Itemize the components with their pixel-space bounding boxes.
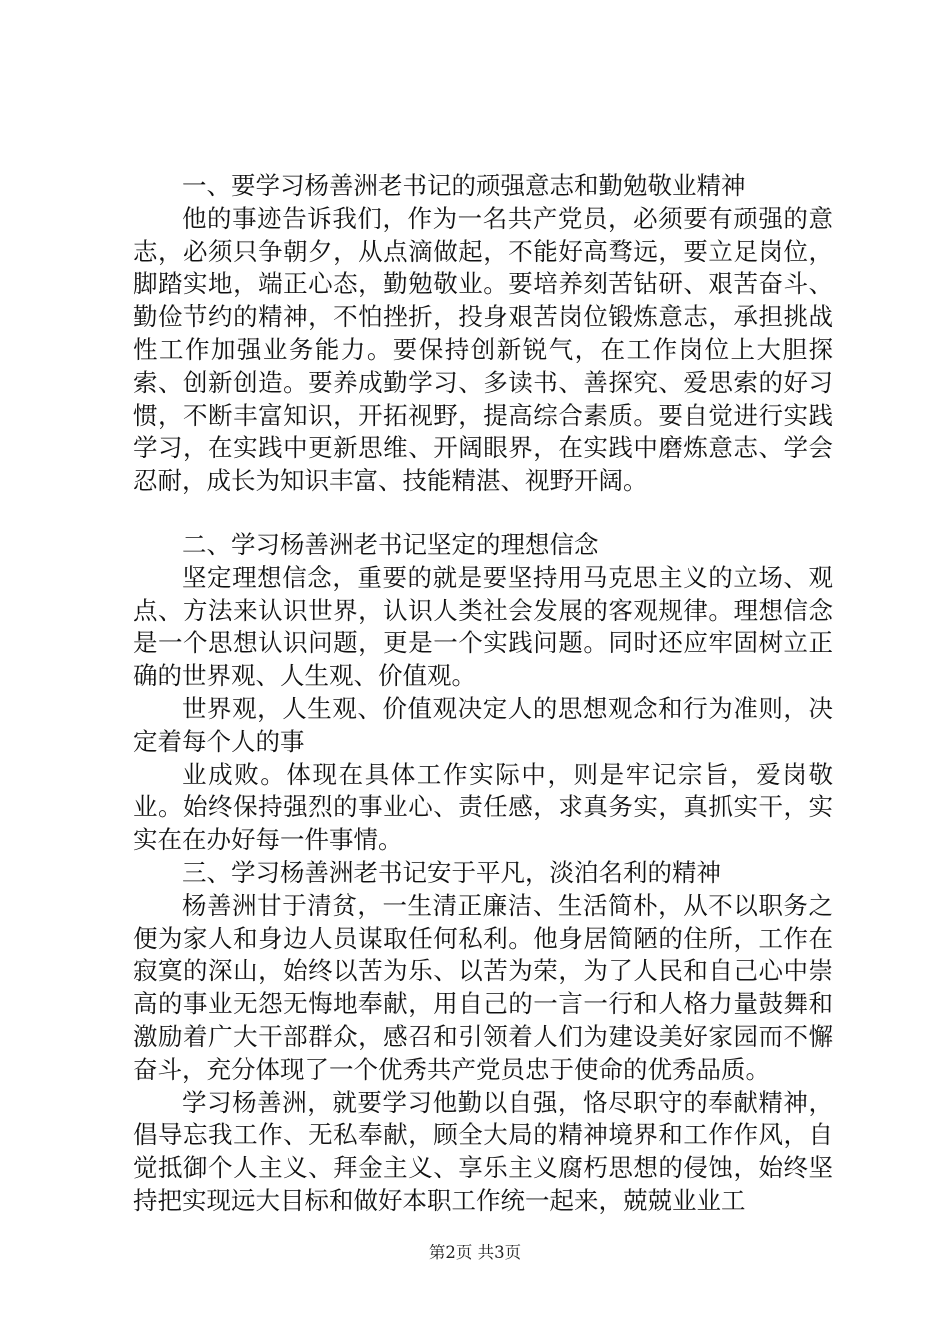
section-heading-2: 二、学习杨善洲老书记坚定的理想信念	[182, 529, 599, 559]
body-paragraph-5: 杨善洲甘于清贫，一生清正廉洁、生活简朴，从不以职务之便为家人和身边人员谋取任何私利。他身居简陋的住所，工作在寂寞的深山，始终以苦为乐、以苦为荣，为了人民和自己心中崇高的事业无怨无悔地奉献，用自己的一言一行和人格力量鼓舞和激励着广大干部群众，感召和引领着人们为建设美好家园而不懈奋斗，充分体现了一个优秀共产党员忠于使命的优秀品质。	[133, 890, 833, 1084]
body-paragraph-3: 世界观，人生观、价值观决定人的思想观念和行为准则，决定着每个人的事	[133, 693, 833, 756]
section-heading-1: 一、要学习杨善洲老书记的顽强意志和勤勉敬业精神	[182, 171, 746, 200]
page-number-footer: 第2页 共3页	[428, 1243, 522, 1262]
section-heading-3: 三、学习杨善洲老书记安于平凡，淡泊名利的精神	[182, 857, 721, 887]
body-paragraph-1: 他的事迹告诉我们，作为一名共产党员，必须要有顽强的意志，必须只争朝夕，从点滴做起，不能好高骛远，要立足岗位，脚踏实地，端正心态，勤勉敬业。要培养刻苦钻研、艰苦奋斗、勤俭节约的精神，不怕挫折，投身艰苦岗位锻炼意志，承担挑战性工作加强业务能力。要保持创新锐气，在工作岗位上大胆探索、创新创造。要养成勤学习、多读书、善探究、爱思索的好习惯，不断丰富知识，开拓视野，提高综合素质。要自觉进行实践学习，在实践中更新思维、开阔眼界，在实践中磨炼意志、学会忍耐，成长为知识丰富、技能精湛、视野开阔。	[133, 203, 833, 496]
body-paragraph-2: 坚定理想信念，重要的就是要坚持用马克思主义的立场、观点、方法来认识世界，认识人类社会发展的客观规律。理想信念是一个思想认识问题，更是一个实践问题。同时还应牢固树立正确的世界观、人生观、价值观。	[133, 562, 833, 691]
document-body	[133, 170, 833, 1218]
body-paragraph-6: 学习杨善洲，就要学习他勤以自强，恪尽职守的奉献精神，倡导忘我工作、无私奉献，顾全大局的精神境界和工作作风，自觉抵御个人主义、拜金主义、享乐主义腐朽思想的侵蚀，始终坚持把实现远大目标和做好本职工作统一起来，兢兢业业工	[133, 1087, 833, 1215]
body-paragraph-4: 业成败。体现在具体工作实际中，则是牢记宗旨，爱岗敬业。始终保持强烈的事业心、责任感，求真务实，真抓实干，实实在在办好每一件事情。	[133, 759, 833, 855]
